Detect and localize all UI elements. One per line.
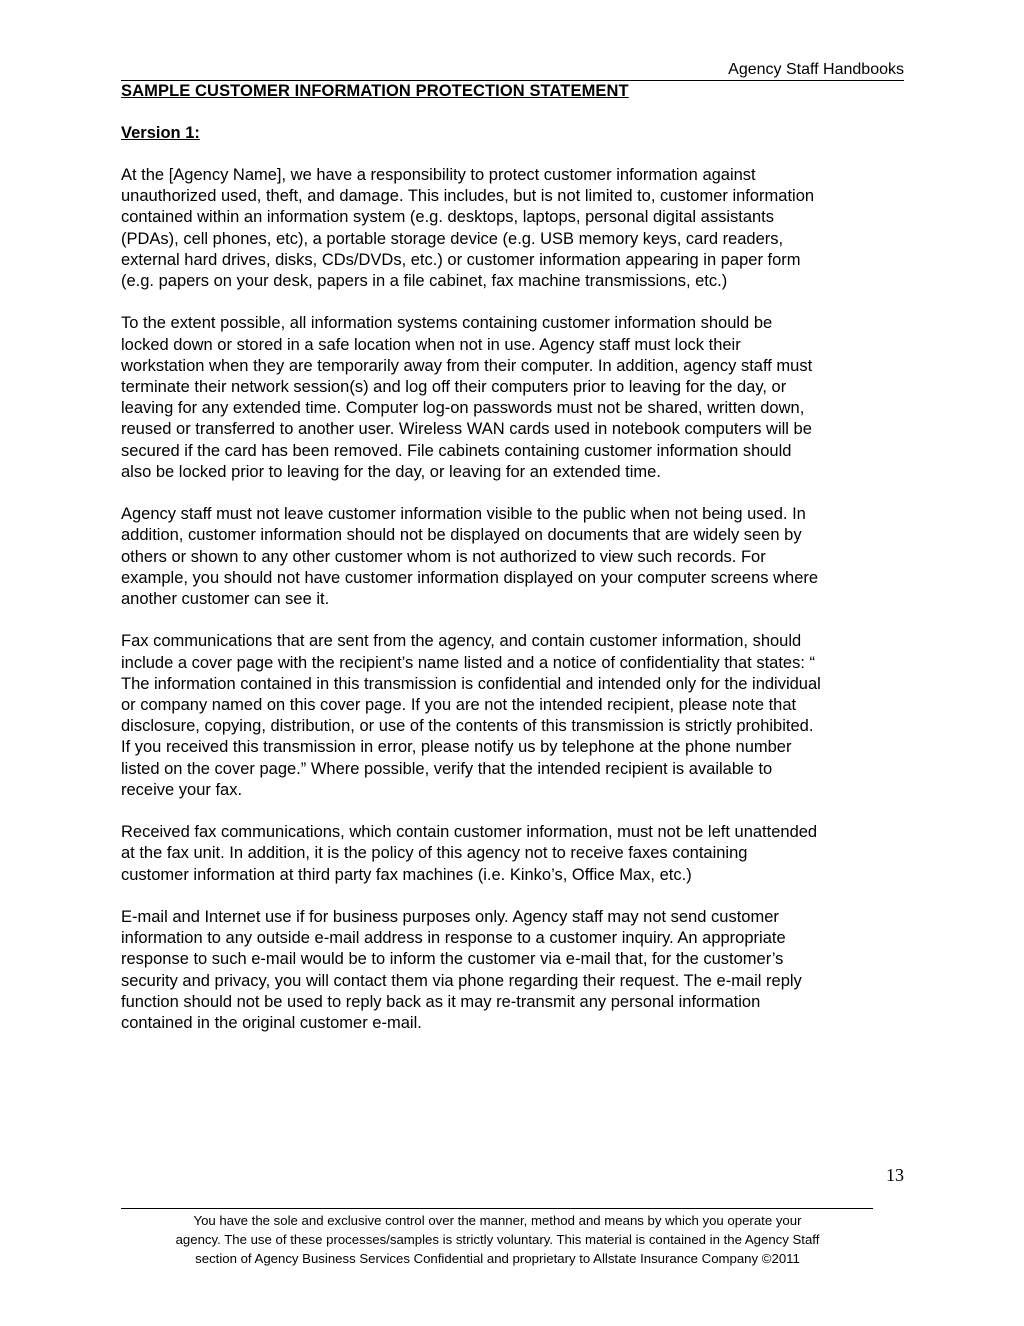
document-body xyxy=(121,165,911,1055)
paragraph-responsibility: At the [Agency Name], we have a responsibility to protect customer information against unauthorized used, theft, and damage. This includes, but is not limited to, customer information contained within an information system (e.g. desktops, laptops, personal digital assistants (PDAs), cell phones, etc), a portable storage device (e.g. USB memory keys, card readers, external hard drives, disks, CDs/DVDs, etc.) or customer information appearing in paper form (e.g. papers on your desk, papers in a file cabinet, fax machine transmissions, etc.) xyxy=(121,166,815,291)
paragraph-email: E-mail and Internet use if for business purposes only. Agency staff may not send customer information to any outside e-mail address in response to a customer inquiry. An appropriate response to such e-mail would be to inform the customer via e-mail that, for the customer’s security and privacy, you will contact them via phone regarding their request. The e-mail reply function should not be used to reply back as it may re-transmit any personal information contained in the original customer e-mail. xyxy=(121,908,802,1033)
page-number: 13 xyxy=(886,1165,904,1185)
footer-rule xyxy=(121,1208,873,1209)
running-header: Agency Staff Handbooks xyxy=(728,61,904,78)
paragraph-fax-received: Received fax communications, which contain customer information, must not be left unattended at the fax unit. In addition, it is the policy of this agency not to receive faxes containing customer information at third party fax machines (i.e. Kinko’s, Office Max, etc.) xyxy=(121,823,818,884)
paragraph-fax-sent: Fax communications that are sent from the agency, and contain customer information, should include a cover page with the recipient’s name listed and a notice of confidentiality that states: “ The information contained in this transmission is confidential and intended only for the individual or company named on this cover page. If you are not the intended recipient, please note that disclosure, copying, distribution, or use of the contents of this transmission is strictly prohibited. If you received this transmission in error, please notify us by telephone at the phone number listed on the cover page.” Where possible, verify that the intended recipient is available to receive your fax. xyxy=(121,632,821,799)
footer-disclaimer: You have the sole and exclusive control over the manner, method and means by which you operate your agency. The use of these processes/samples is strictly voluntary. This material is contained in the Agency Staff section of Agency Business Services Confidential and proprietary to Allstate Insurance Company ©2011 xyxy=(175,1213,820,1266)
paragraph-lockdown: To the extent possible, all information systems containing customer information should be locked down or stored in a safe location when not in use. Agency staff must lock their workstation when they are temporarily away from their computer. In addition, agency staff must terminate their network session(s) and log off their computers prior to leaving for the day, or leaving for any extended time. Computer log-on passwords must not be shared, written down, reused or transferred to another user. Wireless WAN cards used in notebook computers will be secured if the card has been removed. File cabinets containing customer information should also be locked prior to leaving for the day, or leaving for an extended time. xyxy=(121,314,813,481)
paragraph-visibility: Agency staff must not leave customer information visible to the public when not being used. In addition, customer information should not be displayed on documents that are widely seen by others or shown to any other customer whom is not authorized to view such records. For example, you should not have customer information displayed on your computer screens where another customer can see it. xyxy=(121,505,819,609)
version-label: Version 1: xyxy=(121,124,200,142)
header-rule xyxy=(121,80,904,81)
document-title: SAMPLE CUSTOMER INFORMATION PROTECTION STATEMENT xyxy=(121,82,629,100)
